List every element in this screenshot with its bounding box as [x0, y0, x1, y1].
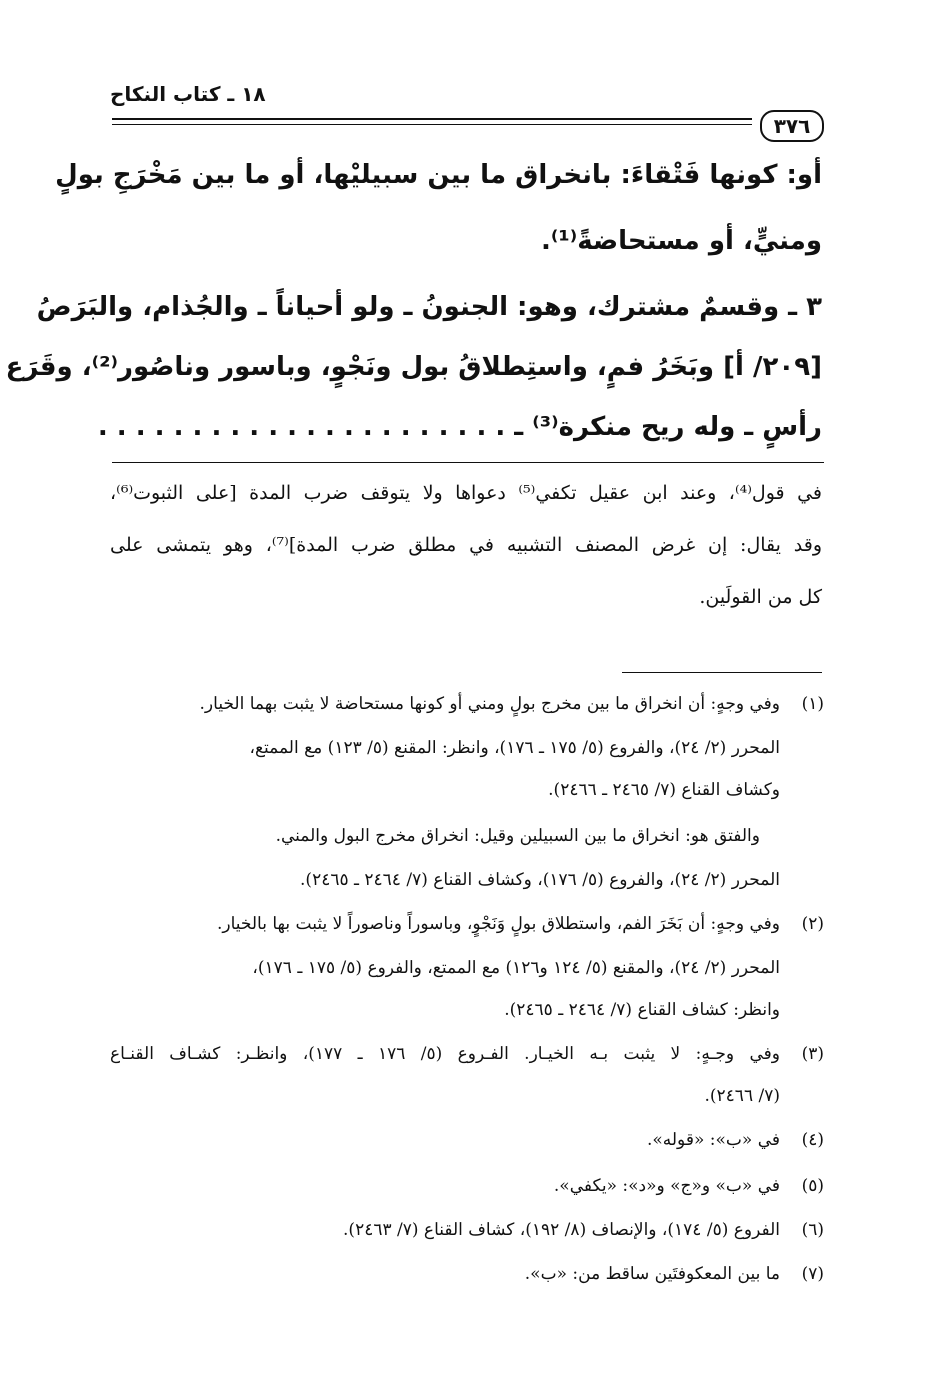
footnote-number: (٧): [801, 1264, 824, 1284]
footnote-number: (٦): [801, 1220, 824, 1240]
header-rule: [112, 118, 752, 120]
footnote-line: الفروع (٥/ ١٧٤)، والإنصاف (٨/ ١٩٢)، كشاف القناع (٧/ ٢٤٦٣).: [343, 1220, 780, 1240]
footnote-number: (٣): [801, 1044, 824, 1064]
footnote-number: (٥): [801, 1176, 824, 1196]
footnote-line: في «ب» و«ج» و«د»: «يكفي».: [553, 1176, 780, 1196]
main-text-line: رأسٍ ـ وله ريح منكرة⁽³⁾ ـ . . . . . . . . . . . . . . . . . . . . . .: [97, 412, 822, 442]
footnote-line: وانظر: كشاف القناع (٧/ ٢٤٦٤ ـ ٢٤٦٥).: [504, 1000, 780, 1020]
footnote-separator: [622, 672, 822, 673]
footnote-number: (٢): [801, 914, 824, 934]
footnote-line: (٧/ ٢٤٦٦).: [704, 1086, 780, 1106]
footnote-line: وفي وجهٍ: أن بَخَرَ الفم، واستطلاق بولٍ وَنَجْوٍ، وباسوراً وناصوراً لا يثبت بها بالخيار.: [216, 914, 780, 934]
page-number-badge: ٣٧٦: [760, 110, 824, 142]
header-rule-thin: [112, 124, 752, 125]
chapter-title: ١٨ ـ كتاب النكاح: [110, 82, 266, 106]
footnote-line: ما بين المعكوفتَين ساقط من: «ب».: [524, 1264, 780, 1284]
commentary-line: وقد يقال: إن غرض المصنف التشبيه في مطلق ضرب المدة]⁽⁷⁾، وهو يتمشى على: [110, 534, 822, 556]
main-text-line: أو: كونها فَتْقاءَ: بانخراق ما بين سبيليْها، أو ما بين مَخْرَجِ بولٍ: [55, 160, 822, 190]
footnote-line: وفي وجـهٍ: لا يثبت بـه الخيـار. الفـروع (٥/ ١٧٦ ـ ١٧٧)، وانظـر: كشـاف القنـاع: [110, 1044, 780, 1064]
footnote-line: وكشاف القناع (٧/ ٢٤٦٥ ـ ٢٤٦٦).: [548, 780, 780, 800]
footnote-line: المحرر (٢/ ٢٤)، والفروع (٥/ ١٧٦)، وكشاف القناع (٧/ ٢٤٦٤ ـ ٢٤٦٥).: [300, 870, 780, 890]
commentary-line: في قول⁽⁴⁾، وعند ابن عقيل تكفي⁽⁵⁾ دعواها ولا يتوقف ضرب المدة [على الثبوت⁽⁶⁾،: [110, 482, 823, 504]
footnote-number: (٤): [801, 1130, 824, 1150]
footnote-line: المحرر (٢/ ٢٤)، والفروع (٥/ ١٧٥ ـ ١٧٦)، وانظر: المقنع (٥/ ١٢٣) مع الممتع،: [249, 738, 780, 758]
commentary-line: كل من القولَين.: [699, 586, 822, 608]
footnote-line: المحرر (٢/ ٢٤)، والمقنع (٥/ ١٢٤ و١٢٦) مع الممتع، والفروع (٥/ ١٧٥ ـ ١٧٦)،: [252, 958, 780, 978]
footnote-line: وفي وجهٍ: أن انخراق ما بين مخرج بولٍ ومني أو كونها مستحاضة لا يثبت بهما الخيار.: [199, 694, 780, 714]
main-text-line: ومنيٍّ، أو مستحاضةً⁽¹⁾.: [540, 226, 822, 256]
main-text-line: ٣ ـ وقسمٌ مشترك، وهو: الجنونُ ـ ولو أحياناً ـ والجُذام، والبَرَصُ: [36, 292, 822, 322]
main-text-line: [٢٠٩/ أ] وبَخَرُ فمٍ، واستِطلاقُ بول ونَجْوٍ، وباسور وناصُور⁽²⁾، وقَرَع: [5, 352, 822, 382]
footnote-line: في «ب»: «قوله».: [646, 1130, 780, 1150]
text-divider: [112, 462, 824, 463]
footnote-line: والفتق هو: انخراق ما بين السبيلين وقيل: انخراق مخرج البول والمني.: [275, 826, 760, 846]
footnote-number: (١): [801, 694, 824, 714]
